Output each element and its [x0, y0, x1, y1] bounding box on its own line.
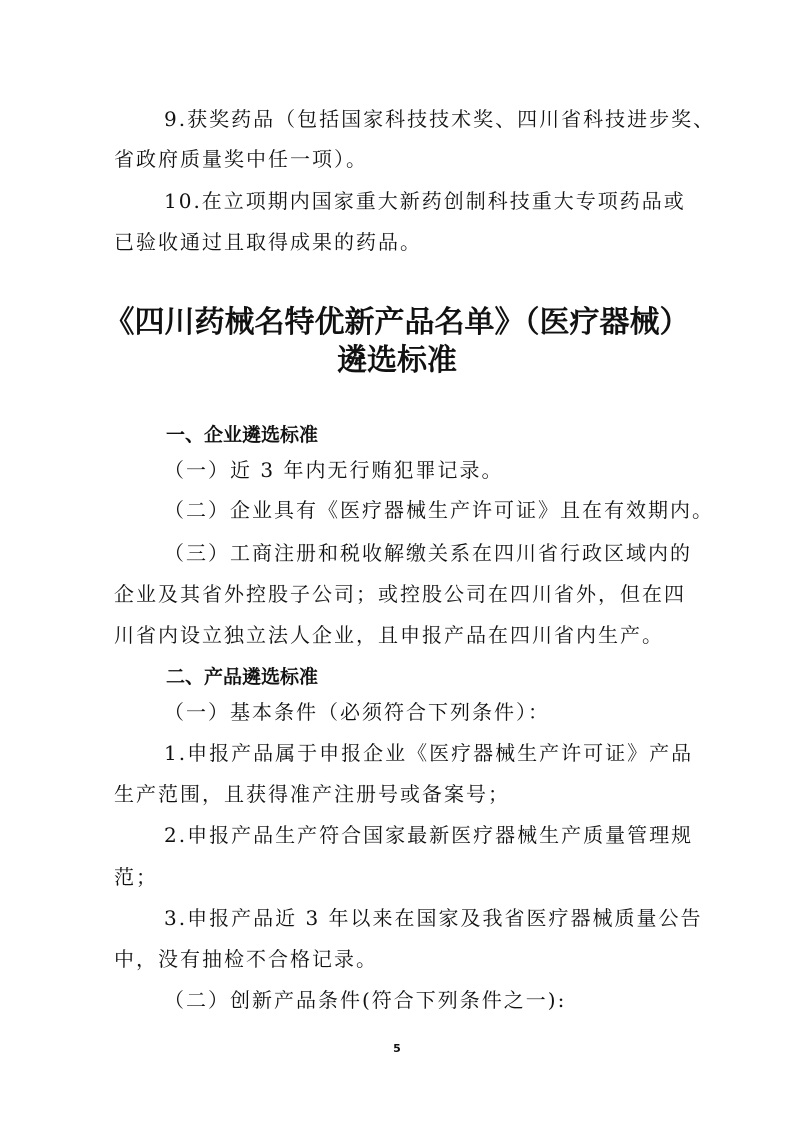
- basic-condition-3-line-1: 3.申报产品近 3 年以来在国家及我省医疗器械质量公告: [164, 906, 703, 930]
- innovation-conditions-heading: （二）创新产品条件(符合下列条件之一):: [164, 988, 567, 1012]
- section-1-heading: 一、企业遴选标准: [166, 424, 319, 446]
- page-number: 5: [393, 1042, 401, 1055]
- item-9-line-2: 省政府质量奖中任一项）。: [114, 147, 368, 171]
- criterion-1-3-line-1: （三）工商注册和税收解缴关系在四川省行政区域内的: [164, 541, 692, 565]
- basic-condition-1-line-1: 1.申报产品属于申报企业《医疗器械生产许可证》产品: [164, 741, 694, 765]
- document-title-line-2: 遴选标准: [337, 343, 457, 378]
- criterion-1-3-line-3: 川省内设立独立法人企业，且申报产品在四川省内生产。: [114, 623, 664, 647]
- item-10-line-1: 10.在立项期内国家重大新药创制科技重大专项药品或: [164, 189, 686, 213]
- item-10-line-2: 已验收通过且取得成果的药品。: [114, 230, 422, 254]
- basic-condition-2-line-2: 范；: [114, 865, 158, 889]
- basic-conditions-heading: （一）基本条件（必须符合下列条件）：: [164, 700, 550, 724]
- document-title-line-1: 《四川药械名特优新产品名单》（医疗器械）: [104, 305, 690, 340]
- basic-condition-1-line-2: 生产范围，且获得准产注册号或备案号；: [114, 782, 510, 806]
- criterion-1-2: （二）企业具有《医疗器械生产许可证》且在有效期内。: [164, 498, 714, 522]
- basic-condition-2-line-1: 2.申报产品生产符合国家最新医疗器械生产质量管理规: [164, 823, 694, 847]
- section-2-heading: 二、产品遴选标准: [166, 666, 319, 688]
- basic-condition-3-line-2: 中，没有抽检不合格记录。: [114, 947, 378, 971]
- item-9-line-1: 9.获奖药品（包括国家科技技术奖、四川省科技进步奖、: [164, 107, 716, 131]
- criterion-1-3-line-2: 企业及其省外控股子公司；或控股公司在四川省外，但在四: [114, 582, 686, 606]
- criterion-1-1: （一）近 3 年内无行贿犯罪记录。: [164, 458, 504, 482]
